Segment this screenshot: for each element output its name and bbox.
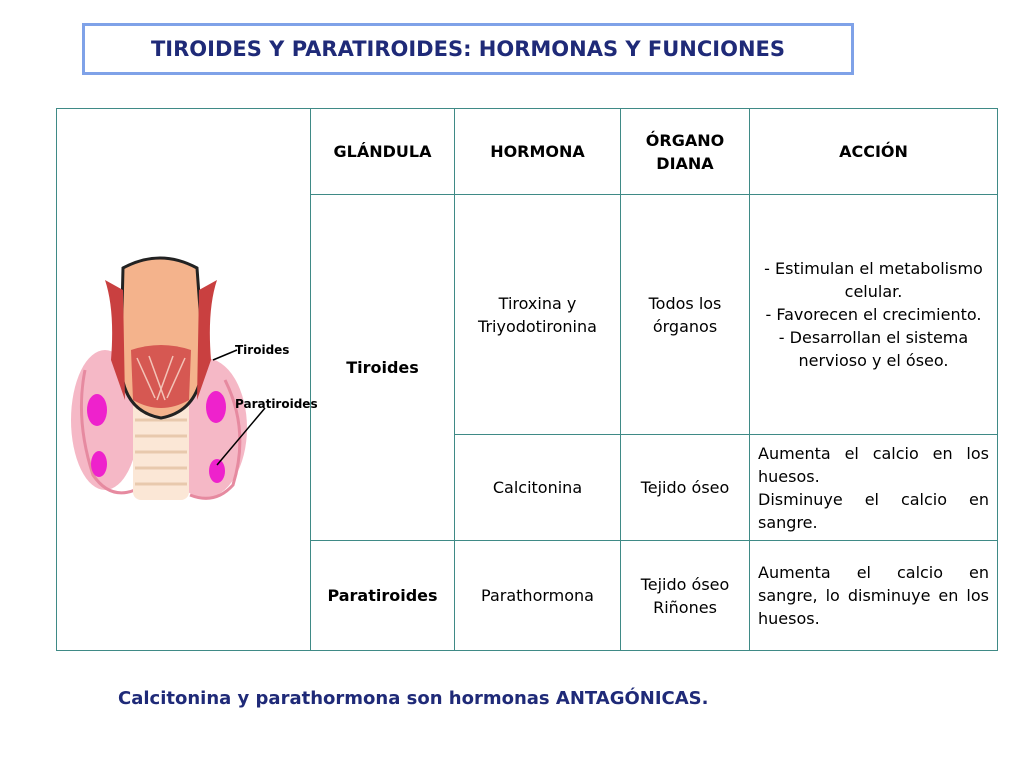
cell-organo	[621, 541, 750, 651]
label-paratiroides: Paratiroides	[235, 396, 318, 411]
cell-hormona: Tiroxina y Triyodotironina	[455, 195, 621, 435]
cell-hormona: Parathormona	[455, 541, 621, 651]
parathyroid-spot	[91, 451, 107, 477]
header-accion: ACCIÓN	[750, 109, 998, 195]
organo-line: Tejido óseo	[640, 574, 730, 594]
parathyroid-spot	[87, 394, 107, 426]
cell-glandula-tiroides: Tiroides	[311, 195, 455, 541]
accion-line: Disminuye el calcio en sangre.	[758, 489, 989, 532]
accion-line: Aumenta el calcio en los huesos.	[758, 443, 989, 486]
table-header-row	[57, 109, 998, 195]
accion-line: - Desarrollan el sistema nervioso y el óseo.	[778, 328, 969, 370]
page-title: TIROIDES Y PARATIROIDES: HORMONAS Y FUNCIONES	[150, 37, 786, 61]
accion-line: - Favorecen el crecimiento.	[765, 305, 982, 324]
footer-note: Calcitonina y parathormona son hormonas ANTAGÓNICAS.	[118, 688, 709, 709]
thyroid-illustration	[65, 250, 318, 510]
title-box	[82, 23, 854, 75]
accion-line: - Estimulan el metabolismo celular.	[764, 259, 983, 301]
hormone-table	[56, 108, 998, 651]
muscle-front	[131, 345, 191, 408]
label-tiroides: Tiroides	[235, 342, 290, 357]
cell-accion	[750, 541, 998, 651]
cell-organo: Todos los órganos	[621, 195, 750, 435]
cell-hormona: Calcitonina	[455, 435, 621, 541]
parathyroid-spot	[206, 391, 226, 423]
illustration-cell	[57, 109, 318, 651]
header-glandula: GLÁNDULA	[311, 109, 455, 195]
header-hormona: HORMONA	[455, 109, 621, 195]
cell-organo: Tejido óseo	[621, 435, 750, 541]
cell-accion	[750, 435, 998, 541]
pointer-line	[213, 350, 237, 360]
cell-glandula-paratiroides: Paratiroides	[311, 541, 455, 651]
organo-line: Riñones	[653, 597, 717, 617]
header-organo-diana: ÓRGANO DIANA	[621, 109, 750, 195]
parathyroid-spot	[209, 459, 225, 483]
cell-accion	[750, 195, 998, 435]
accion-line: Aumenta el calcio en sangre, lo disminuye en los huesos.	[758, 563, 989, 628]
